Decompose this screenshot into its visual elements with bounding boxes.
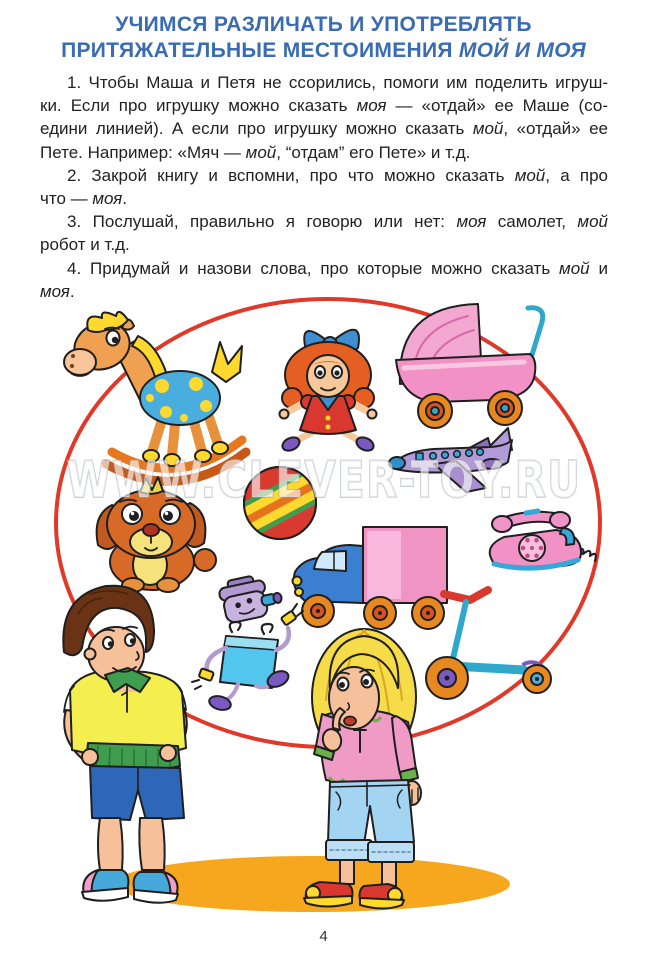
title-line: УЧИМСЯ РАЗЛИЧАТЬ И УПОТРЕБЛЯТЬ	[115, 13, 532, 36]
pram-illustration	[396, 304, 543, 428]
text-line: 1. Чтобы Маша и Петя не ссорились, помоги им поделить игруш-	[67, 73, 608, 92]
text-line: 4. Придумай и назови слова, про которые можно сказать мой и	[67, 258, 608, 278]
telephone-illustration	[490, 511, 596, 568]
text-line: едини линией). А если про игрушку можно сказать мой, «отдай» ее	[40, 119, 608, 139]
text-line: ки. Если про игрушку можно сказать моя — «отдай» ее Маше (со-	[40, 96, 608, 116]
instructions	[40, 71, 608, 303]
title-line: ПРИТЯЖАТЕЛЬНЫЕ МЕСТОИМЕНИЯ МОЙ И МОЯ	[61, 39, 586, 62]
text-line: что — моя.	[40, 189, 127, 209]
text-line: Пете. Например: «Мяч — мой, “отдам” его Пете» и т.д.	[40, 142, 471, 162]
truck-illustration	[293, 527, 448, 629]
robot-illustration	[192, 571, 303, 712]
text-line: 2. Закрой книгу и вспомни, про что можно сказать мой, а про	[67, 165, 608, 185]
page-number: 4	[319, 928, 328, 945]
boy-illustration	[63, 586, 186, 903]
text-line: 3. Послушай, правильно я говорю или нет: моя самолет, мой	[67, 212, 608, 232]
watermark-text: WWW.CLEVER-TOY.RU	[66, 451, 582, 509]
text-line: робот и т.д.	[40, 235, 130, 255]
page-title	[30, 12, 617, 64]
text-line: моя.	[40, 281, 75, 301]
doll-illustration	[280, 330, 377, 454]
scooter-illustration	[426, 590, 551, 699]
